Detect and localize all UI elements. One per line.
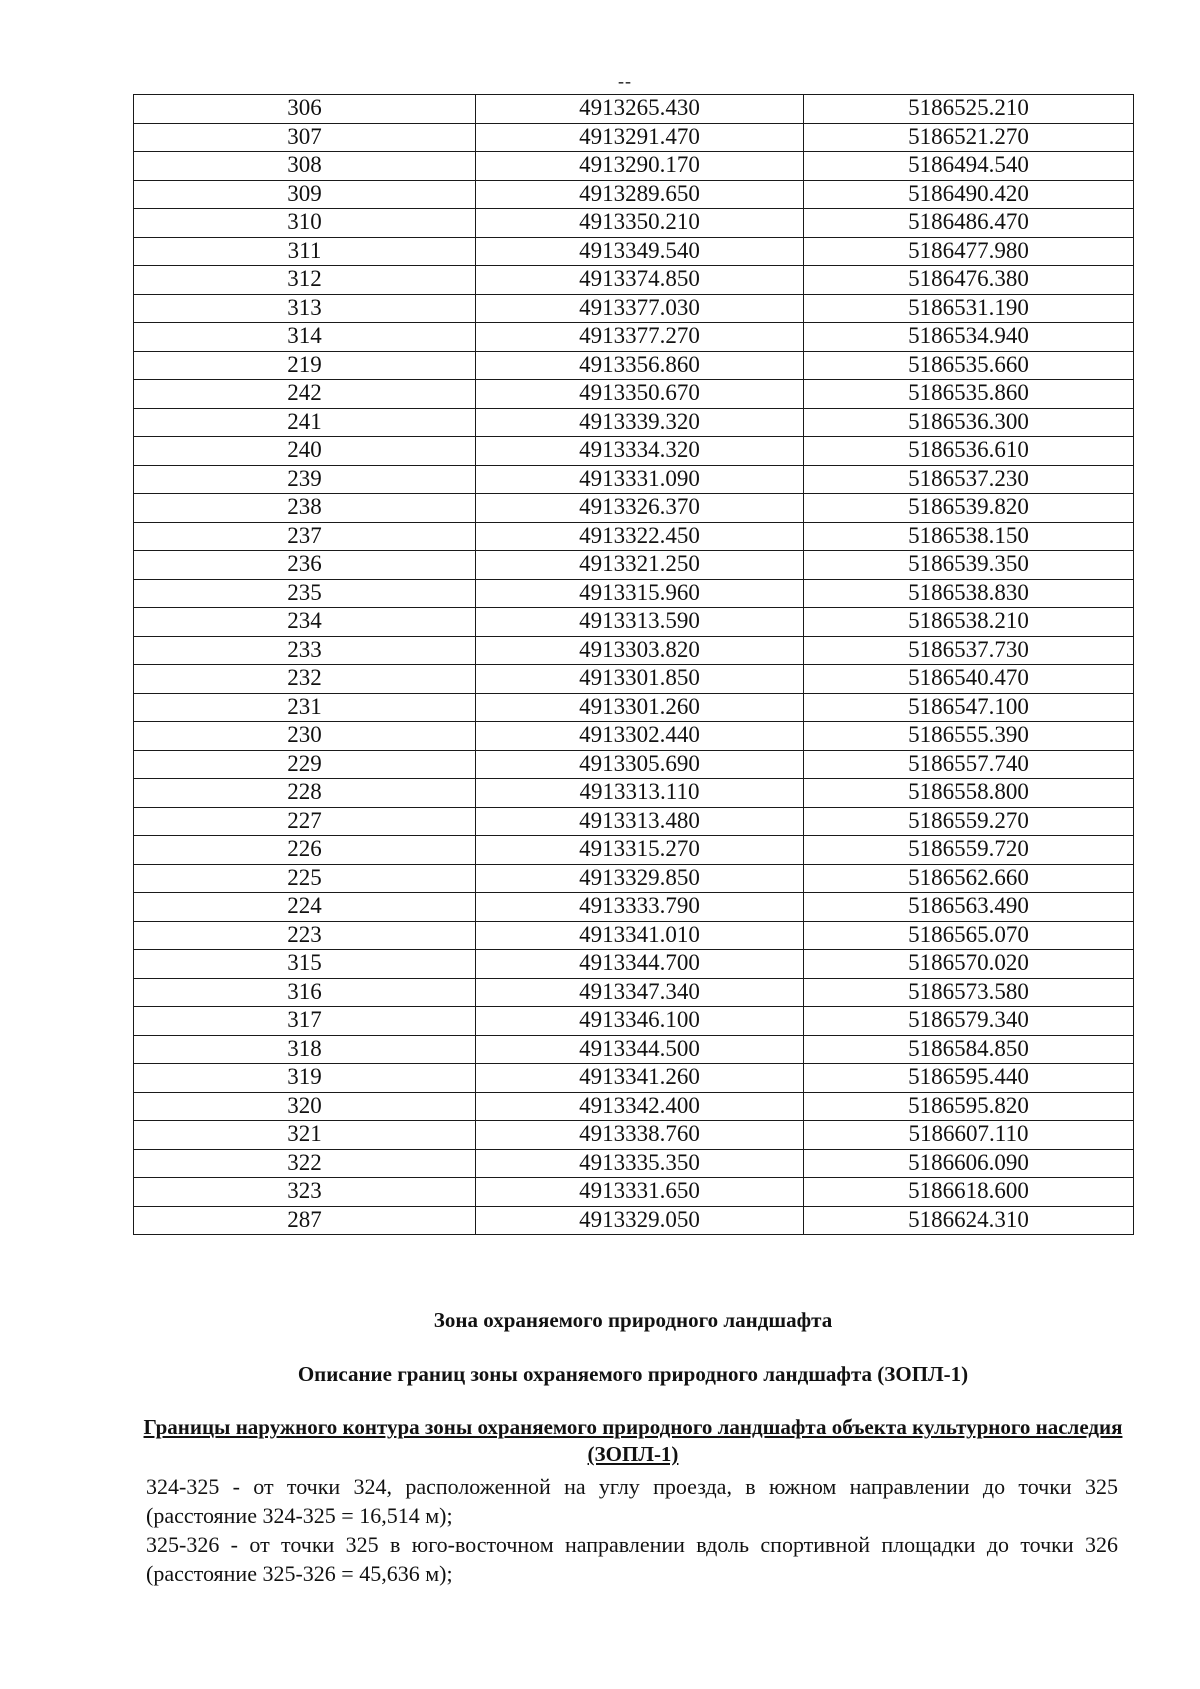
- point-number-cell: 241: [134, 408, 476, 437]
- x-coordinate-cell: 4913326.370: [476, 494, 804, 523]
- point-number-cell: 239: [134, 465, 476, 494]
- y-coordinate-cell: 5186536.610: [804, 437, 1134, 466]
- x-coordinate-cell: 4913350.670: [476, 380, 804, 409]
- page-mark: --: [618, 71, 632, 91]
- x-coordinate-cell: 4913377.270: [476, 323, 804, 352]
- y-coordinate-cell: 5186537.730: [804, 636, 1134, 665]
- point-number-cell: 319: [134, 1064, 476, 1093]
- table-row: [134, 1064, 1134, 1093]
- boundary-segment-paragraph: 324-325 - от точки 324, расположенной на углу проезда, в южном направлении до точки 325 (расстояние 324-325 = 16,514 м);: [146, 1474, 1118, 1528]
- x-coordinate-cell: 4913301.850: [476, 665, 804, 694]
- point-number-cell: 230: [134, 722, 476, 751]
- point-number-cell: 320: [134, 1092, 476, 1121]
- y-coordinate-cell: 5186521.270: [804, 123, 1134, 152]
- table-row: [134, 1007, 1134, 1036]
- table-row: [134, 1121, 1134, 1150]
- table-row: [134, 693, 1134, 722]
- point-number-cell: 236: [134, 551, 476, 580]
- point-number-cell: 229: [134, 750, 476, 779]
- point-number-cell: 219: [134, 351, 476, 380]
- table-row: [134, 807, 1134, 836]
- point-number-cell: 235: [134, 579, 476, 608]
- coordinates-table: [133, 94, 1134, 1235]
- y-coordinate-cell: 5186477.980: [804, 237, 1134, 266]
- point-number-cell: 314: [134, 323, 476, 352]
- point-number-cell: 225: [134, 864, 476, 893]
- point-number-cell: 307: [134, 123, 476, 152]
- table-row: [134, 380, 1134, 409]
- point-number-cell: 287: [134, 1206, 476, 1235]
- table-row: [134, 608, 1134, 637]
- description-title: Описание границ зоны охраняемого природного ландшафта (ЗОПЛ-1): [297, 1362, 969, 1386]
- x-coordinate-cell: 4913347.340: [476, 978, 804, 1007]
- x-coordinate-cell: 4913341.260: [476, 1064, 804, 1093]
- x-coordinate-cell: 4913356.860: [476, 351, 804, 380]
- point-number-cell: 231: [134, 693, 476, 722]
- table-row: [134, 351, 1134, 380]
- table-row: [134, 522, 1134, 551]
- point-number-cell: 242: [134, 380, 476, 409]
- x-coordinate-cell: 4913315.270: [476, 836, 804, 865]
- point-number-cell: 323: [134, 1178, 476, 1207]
- x-coordinate-cell: 4913305.690: [476, 750, 804, 779]
- x-coordinate-cell: 4913344.700: [476, 950, 804, 979]
- y-coordinate-cell: 5186562.660: [804, 864, 1134, 893]
- y-coordinate-cell: 5186540.470: [804, 665, 1134, 694]
- y-coordinate-cell: 5186618.600: [804, 1178, 1134, 1207]
- point-number-cell: 308: [134, 152, 476, 181]
- y-coordinate-cell: 5186606.090: [804, 1149, 1134, 1178]
- table-row: [134, 1149, 1134, 1178]
- table-row: [134, 893, 1134, 922]
- x-coordinate-cell: 4913377.030: [476, 294, 804, 323]
- y-coordinate-cell: 5186535.660: [804, 351, 1134, 380]
- x-coordinate-cell: 4913349.540: [476, 237, 804, 266]
- outer-boundary-title: Границы наружного контура зоны охраняемого природного ландшафта объекта культурного наследия (ЗОПЛ-1): [143, 1415, 1123, 1466]
- point-number-cell: 312: [134, 266, 476, 295]
- point-number-cell: 237: [134, 522, 476, 551]
- table-row: [134, 237, 1134, 266]
- y-coordinate-cell: 5186547.100: [804, 693, 1134, 722]
- x-coordinate-cell: 4913342.400: [476, 1092, 804, 1121]
- x-coordinate-cell: 4913315.960: [476, 579, 804, 608]
- table-row: [134, 95, 1134, 124]
- y-coordinate-cell: 5186537.230: [804, 465, 1134, 494]
- y-coordinate-cell: 5186535.860: [804, 380, 1134, 409]
- y-coordinate-cell: 5186538.150: [804, 522, 1134, 551]
- table-row: [134, 921, 1134, 950]
- coordinates-table-body: [134, 95, 1134, 1235]
- x-coordinate-cell: 4913322.450: [476, 522, 804, 551]
- point-number-cell: 309: [134, 180, 476, 209]
- table-row: [134, 864, 1134, 893]
- x-coordinate-cell: 4913335.350: [476, 1149, 804, 1178]
- table-row: [134, 494, 1134, 523]
- y-coordinate-cell: 5186539.350: [804, 551, 1134, 580]
- y-coordinate-cell: 5186494.540: [804, 152, 1134, 181]
- x-coordinate-cell: 4913339.320: [476, 408, 804, 437]
- table-row: [134, 750, 1134, 779]
- x-coordinate-cell: 4913374.850: [476, 266, 804, 295]
- y-coordinate-cell: 5186476.380: [804, 266, 1134, 295]
- x-coordinate-cell: 4913289.650: [476, 180, 804, 209]
- x-coordinate-cell: 4913331.650: [476, 1178, 804, 1207]
- point-number-cell: 318: [134, 1035, 476, 1064]
- y-coordinate-cell: 5186557.740: [804, 750, 1134, 779]
- y-coordinate-cell: 5186595.440: [804, 1064, 1134, 1093]
- table-row: [134, 123, 1134, 152]
- point-number-cell: 233: [134, 636, 476, 665]
- x-coordinate-cell: 4913350.210: [476, 209, 804, 238]
- y-coordinate-cell: 5186570.020: [804, 950, 1134, 979]
- table-row: [134, 950, 1134, 979]
- table-row: [134, 665, 1134, 694]
- table-row: [134, 551, 1134, 580]
- point-number-cell: 313: [134, 294, 476, 323]
- table-row: [134, 636, 1134, 665]
- y-coordinate-cell: 5186538.830: [804, 579, 1134, 608]
- table-row: [134, 1035, 1134, 1064]
- x-coordinate-cell: 4913290.170: [476, 152, 804, 181]
- y-coordinate-cell: 5186559.720: [804, 836, 1134, 865]
- y-coordinate-cell: 5186555.390: [804, 722, 1134, 751]
- table-row: [134, 1178, 1134, 1207]
- table-row: [134, 465, 1134, 494]
- x-coordinate-cell: 4913333.790: [476, 893, 804, 922]
- point-number-cell: 224: [134, 893, 476, 922]
- point-number-cell: 311: [134, 237, 476, 266]
- point-number-cell: 315: [134, 950, 476, 979]
- point-number-cell: 234: [134, 608, 476, 637]
- x-coordinate-cell: 4913301.260: [476, 693, 804, 722]
- y-coordinate-cell: 5186531.190: [804, 294, 1134, 323]
- point-number-cell: 238: [134, 494, 476, 523]
- y-coordinate-cell: 5186579.340: [804, 1007, 1134, 1036]
- point-number-cell: 232: [134, 665, 476, 694]
- y-coordinate-cell: 5186525.210: [804, 95, 1134, 124]
- zone-title: Зона охраняемого природного ландшафта: [433, 1308, 833, 1332]
- table-row: [134, 1092, 1134, 1121]
- y-coordinate-cell: 5186538.210: [804, 608, 1134, 637]
- y-coordinate-cell: 5186565.070: [804, 921, 1134, 950]
- y-coordinate-cell: 5186558.800: [804, 779, 1134, 808]
- x-coordinate-cell: 4913265.430: [476, 95, 804, 124]
- x-coordinate-cell: 4913313.590: [476, 608, 804, 637]
- x-coordinate-cell: 4913341.010: [476, 921, 804, 950]
- y-coordinate-cell: 5186624.310: [804, 1206, 1134, 1235]
- x-coordinate-cell: 4913313.110: [476, 779, 804, 808]
- x-coordinate-cell: 4913334.320: [476, 437, 804, 466]
- point-number-cell: 306: [134, 95, 476, 124]
- y-coordinate-cell: 5186539.820: [804, 494, 1134, 523]
- table-row: [134, 323, 1134, 352]
- x-coordinate-cell: 4913303.820: [476, 636, 804, 665]
- point-number-cell: 310: [134, 209, 476, 238]
- table-row: [134, 408, 1134, 437]
- boundary-segment-paragraph: 325-326 - от точки 325 в юго-восточном направлении вдоль спортивной площадки до точки 326 (расстояние 325-326 = 45,636 м);: [146, 1532, 1118, 1586]
- y-coordinate-cell: 5186584.850: [804, 1035, 1134, 1064]
- point-number-cell: 321: [134, 1121, 476, 1150]
- x-coordinate-cell: 4913302.440: [476, 722, 804, 751]
- table-row: [134, 836, 1134, 865]
- point-number-cell: 316: [134, 978, 476, 1007]
- x-coordinate-cell: 4913346.100: [476, 1007, 804, 1036]
- table-row: [134, 722, 1134, 751]
- table-row: [134, 978, 1134, 1007]
- y-coordinate-cell: 5186563.490: [804, 893, 1134, 922]
- y-coordinate-cell: 5186573.580: [804, 978, 1134, 1007]
- x-coordinate-cell: 4913338.760: [476, 1121, 804, 1150]
- table-row: [134, 180, 1134, 209]
- table-row: [134, 209, 1134, 238]
- y-coordinate-cell: 5186607.110: [804, 1121, 1134, 1150]
- x-coordinate-cell: 4913291.470: [476, 123, 804, 152]
- x-coordinate-cell: 4913313.480: [476, 807, 804, 836]
- y-coordinate-cell: 5186486.470: [804, 209, 1134, 238]
- point-number-cell: 322: [134, 1149, 476, 1178]
- x-coordinate-cell: 4913331.090: [476, 465, 804, 494]
- y-coordinate-cell: 5186490.420: [804, 180, 1134, 209]
- x-coordinate-cell: 4913344.500: [476, 1035, 804, 1064]
- table-row: [134, 579, 1134, 608]
- x-coordinate-cell: 4913321.250: [476, 551, 804, 580]
- y-coordinate-cell: 5186536.300: [804, 408, 1134, 437]
- x-coordinate-cell: 4913329.050: [476, 1206, 804, 1235]
- point-number-cell: 228: [134, 779, 476, 808]
- point-number-cell: 226: [134, 836, 476, 865]
- y-coordinate-cell: 5186534.940: [804, 323, 1134, 352]
- table-row: [134, 152, 1134, 181]
- point-number-cell: 240: [134, 437, 476, 466]
- y-coordinate-cell: 5186559.270: [804, 807, 1134, 836]
- table-row: [134, 779, 1134, 808]
- point-number-cell: 223: [134, 921, 476, 950]
- table-row: [134, 294, 1134, 323]
- point-number-cell: 227: [134, 807, 476, 836]
- point-number-cell: 317: [134, 1007, 476, 1036]
- table-row: [134, 1206, 1134, 1235]
- y-coordinate-cell: 5186595.820: [804, 1092, 1134, 1121]
- table-row: [134, 437, 1134, 466]
- table-row: [134, 266, 1134, 295]
- x-coordinate-cell: 4913329.850: [476, 864, 804, 893]
